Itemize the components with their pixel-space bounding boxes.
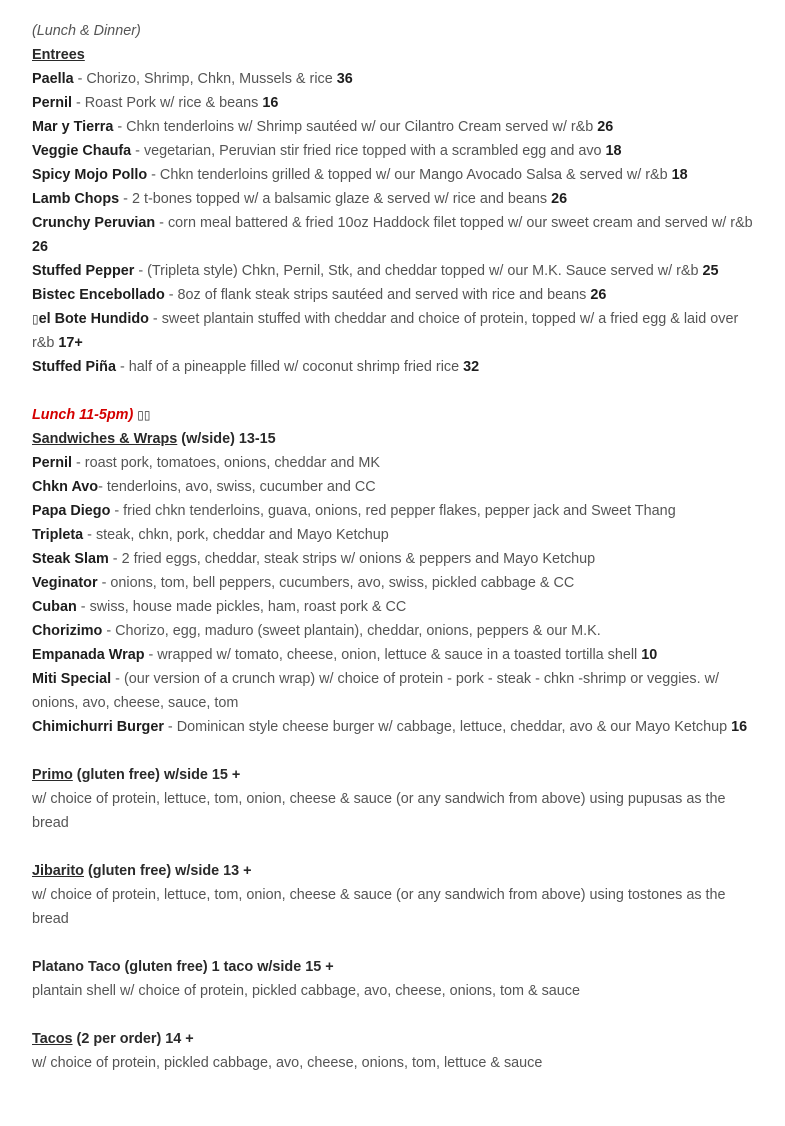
menu-item	[32, 547, 753, 571]
item-description: - Roast Pork w/ rice & beans	[72, 95, 263, 111]
menu-item	[32, 571, 753, 595]
item-description: - vegetarian, Peruvian stir fried rice topped with a scrambled egg and avo	[131, 143, 606, 159]
spacer	[32, 379, 753, 403]
item-description: - 2 t-bones topped w/ a balsamic glaze & served w/ rice and beans	[119, 191, 552, 207]
item-description: - Chorizo, Shrimp, Chkn, Mussels & rice	[73, 71, 337, 87]
sandwiches-list	[32, 451, 753, 739]
lunch-hours-line	[32, 403, 753, 427]
item-price: 26	[551, 191, 568, 207]
item-name: Papa Diego	[32, 503, 111, 519]
spacer	[32, 1003, 753, 1027]
menu-item	[32, 451, 753, 475]
item-name: Paella	[32, 71, 74, 87]
item-name: Chorizimo	[32, 623, 103, 639]
menu-item	[32, 499, 753, 523]
item-name: Steak Slam	[32, 551, 109, 567]
item-price: 18	[605, 143, 622, 159]
item-description: - 8oz of flank steak strips sautéed and served with rice and beans	[164, 287, 591, 303]
sandwiches-heading-line	[32, 427, 753, 451]
item-price: 36	[336, 71, 353, 87]
item-description: - onions, tom, bell peppers, cucumbers, avo, swiss, pickled cabbage & CC	[97, 575, 575, 591]
item-price: 18	[671, 167, 688, 183]
item-price: 26	[32, 239, 49, 255]
item-name: Lamb Chops	[32, 191, 120, 207]
menu-item	[32, 307, 753, 355]
platano-taco-heading: Platano Taco (gluten free) 1 taco w/side 15 +	[32, 959, 334, 975]
menu-item	[32, 67, 753, 91]
entrees-list	[32, 67, 753, 379]
item-price: 26	[597, 119, 614, 135]
item-price: 26	[590, 287, 607, 303]
item-name: Pernil	[32, 455, 72, 471]
item-price: 25	[702, 263, 719, 279]
menu-item	[32, 139, 753, 163]
item-name: el Bote Hundido	[38, 311, 149, 327]
menu-item	[32, 715, 753, 739]
menu-item	[32, 283, 753, 307]
item-description: - fried chkn tenderloins, guava, onions, red pepper flakes, pepper jack and Sweet Thang	[110, 503, 676, 519]
item-name: Chkn Avo	[32, 479, 99, 495]
menu-item	[32, 643, 753, 667]
menu-item	[32, 211, 753, 259]
item-name: Pernil	[32, 95, 72, 111]
primo-suffix: (gluten free) w/side 15 +	[72, 767, 241, 783]
menu-item	[32, 115, 753, 139]
item-description: - 2 fried eggs, cheddar, steak strips w/ onions & peppers and Mayo Ketchup	[108, 551, 596, 567]
item-name: Veginator	[32, 575, 98, 591]
menu-item	[32, 355, 753, 379]
primo-title: Primo	[32, 767, 73, 783]
jibarito-suffix: (gluten free) w/side 13 +	[83, 863, 252, 879]
item-description: - (our version of a crunch wrap) w/ choice of protein - pork - steak - chkn -shrimp or veggies. w/ onions, avo, cheese, sauce, tom	[32, 671, 720, 711]
lunch-dinner-note: (Lunch & Dinner)	[32, 23, 141, 39]
item-description: - sweet plantain stuffed with cheddar and choice of protein, topped w/ a fried egg & laid over r&b	[32, 311, 739, 351]
platano-taco-description: plantain shell w/ choice of protein, pickled cabbage, avo, cheese, onions, tom & sauce	[32, 983, 580, 999]
menu-item	[32, 523, 753, 547]
item-description: - (Tripleta style) Chkn, Pernil, Stk, and cheddar topped w/ our M.K. Sauce served w/ r&b	[134, 263, 703, 279]
missing-glyph-icon: ▯▯	[137, 408, 151, 422]
item-description: - Chkn tenderloins grilled & topped w/ our Mango Avocado Salsa & served w/ r&b	[147, 167, 672, 183]
item-name: Empanada Wrap	[32, 647, 145, 663]
lunch-hours-label: Lunch 11-5pm)	[32, 407, 134, 423]
tacos-heading-line	[32, 1027, 753, 1051]
item-price: 32	[463, 359, 480, 375]
item-name: Spicy Mojo Pollo	[32, 167, 148, 183]
item-name: Miti Special	[32, 671, 112, 687]
item-name: Mar y Tierra	[32, 119, 114, 135]
item-description: - half of a pineapple filled w/ coconut shrimp fried rice	[115, 359, 464, 375]
jibarito-heading-line	[32, 859, 753, 883]
sandwiches-heading-suffix: (w/side) 13-15	[177, 431, 276, 447]
tacos-title: Tacos	[32, 1031, 73, 1047]
item-description: - roast pork, tomatoes, onions, cheddar and MK	[72, 455, 380, 471]
tacos-suffix: (2 per order) 14 +	[72, 1031, 194, 1047]
menu-item	[32, 475, 753, 499]
item-name: Cuban	[32, 599, 77, 615]
menu-item	[32, 259, 753, 283]
item-name: Veggie Chaufa	[32, 143, 132, 159]
primo-heading-line	[32, 763, 753, 787]
item-description: - Dominican style cheese burger w/ cabbage, lettuce, cheddar, avo & our Mayo Ketchup	[163, 719, 732, 735]
item-description: - corn meal battered & fried 10oz Haddock filet topped w/ our sweet cream and served w/ r&b	[155, 215, 753, 231]
item-price: 16	[731, 719, 748, 735]
jibarito-description: w/ choice of protein, lettuce, tom, onion, cheese & sauce (or any sandwich from above) using tostones as the bread	[32, 887, 726, 927]
menu-item	[32, 163, 753, 187]
entrees-heading: Entrees	[32, 47, 85, 63]
item-name: Stuffed Pepper	[32, 263, 135, 279]
item-description: - Chkn tenderloins w/ Shrimp sautéed w/ our Cilantro Cream served w/ r&b	[113, 119, 598, 135]
menu-item	[32, 595, 753, 619]
item-description: - swiss, house made pickles, ham, roast pork & CC	[76, 599, 407, 615]
menu-item	[32, 619, 753, 643]
menu-item	[32, 667, 753, 715]
tacos-description: w/ choice of protein, pickled cabbage, avo, cheese, onions, tom, lettuce & sauce	[32, 1055, 543, 1071]
item-name: Crunchy Peruvian	[32, 215, 156, 231]
item-name: Chimichurri Burger	[32, 719, 164, 735]
spacer	[32, 739, 753, 763]
menu-item	[32, 91, 753, 115]
missing-glyph-icon: ▯	[32, 312, 39, 326]
item-name: Tripleta	[32, 527, 84, 543]
item-price: 10	[641, 647, 658, 663]
spacer	[32, 835, 753, 859]
item-name: Stuffed Piña	[32, 359, 116, 375]
sandwiches-heading: Sandwiches & Wraps	[32, 431, 178, 447]
jibarito-title: Jibarito	[32, 863, 84, 879]
item-description: - tenderloins, avo, swiss, cucumber and CC	[98, 479, 376, 495]
item-price: 16	[262, 95, 279, 111]
item-description: - Chorizo, egg, maduro (sweet plantain), cheddar, onions, peppers & our M.K.	[102, 623, 601, 639]
menu-item	[32, 187, 753, 211]
spacer	[32, 931, 753, 955]
item-description: - steak, chkn, pork, cheddar and Mayo Ketchup	[83, 527, 389, 543]
item-price: 17+	[58, 335, 83, 351]
item-name: Bistec Encebollado	[32, 287, 165, 303]
item-description: - wrapped w/ tomato, cheese, onion, lettuce & sauce in a toasted tortilla shell	[144, 647, 642, 663]
primo-description: w/ choice of protein, lettuce, tom, onion, cheese & sauce (or any sandwich from above) using pupusas as the bread	[32, 791, 726, 831]
